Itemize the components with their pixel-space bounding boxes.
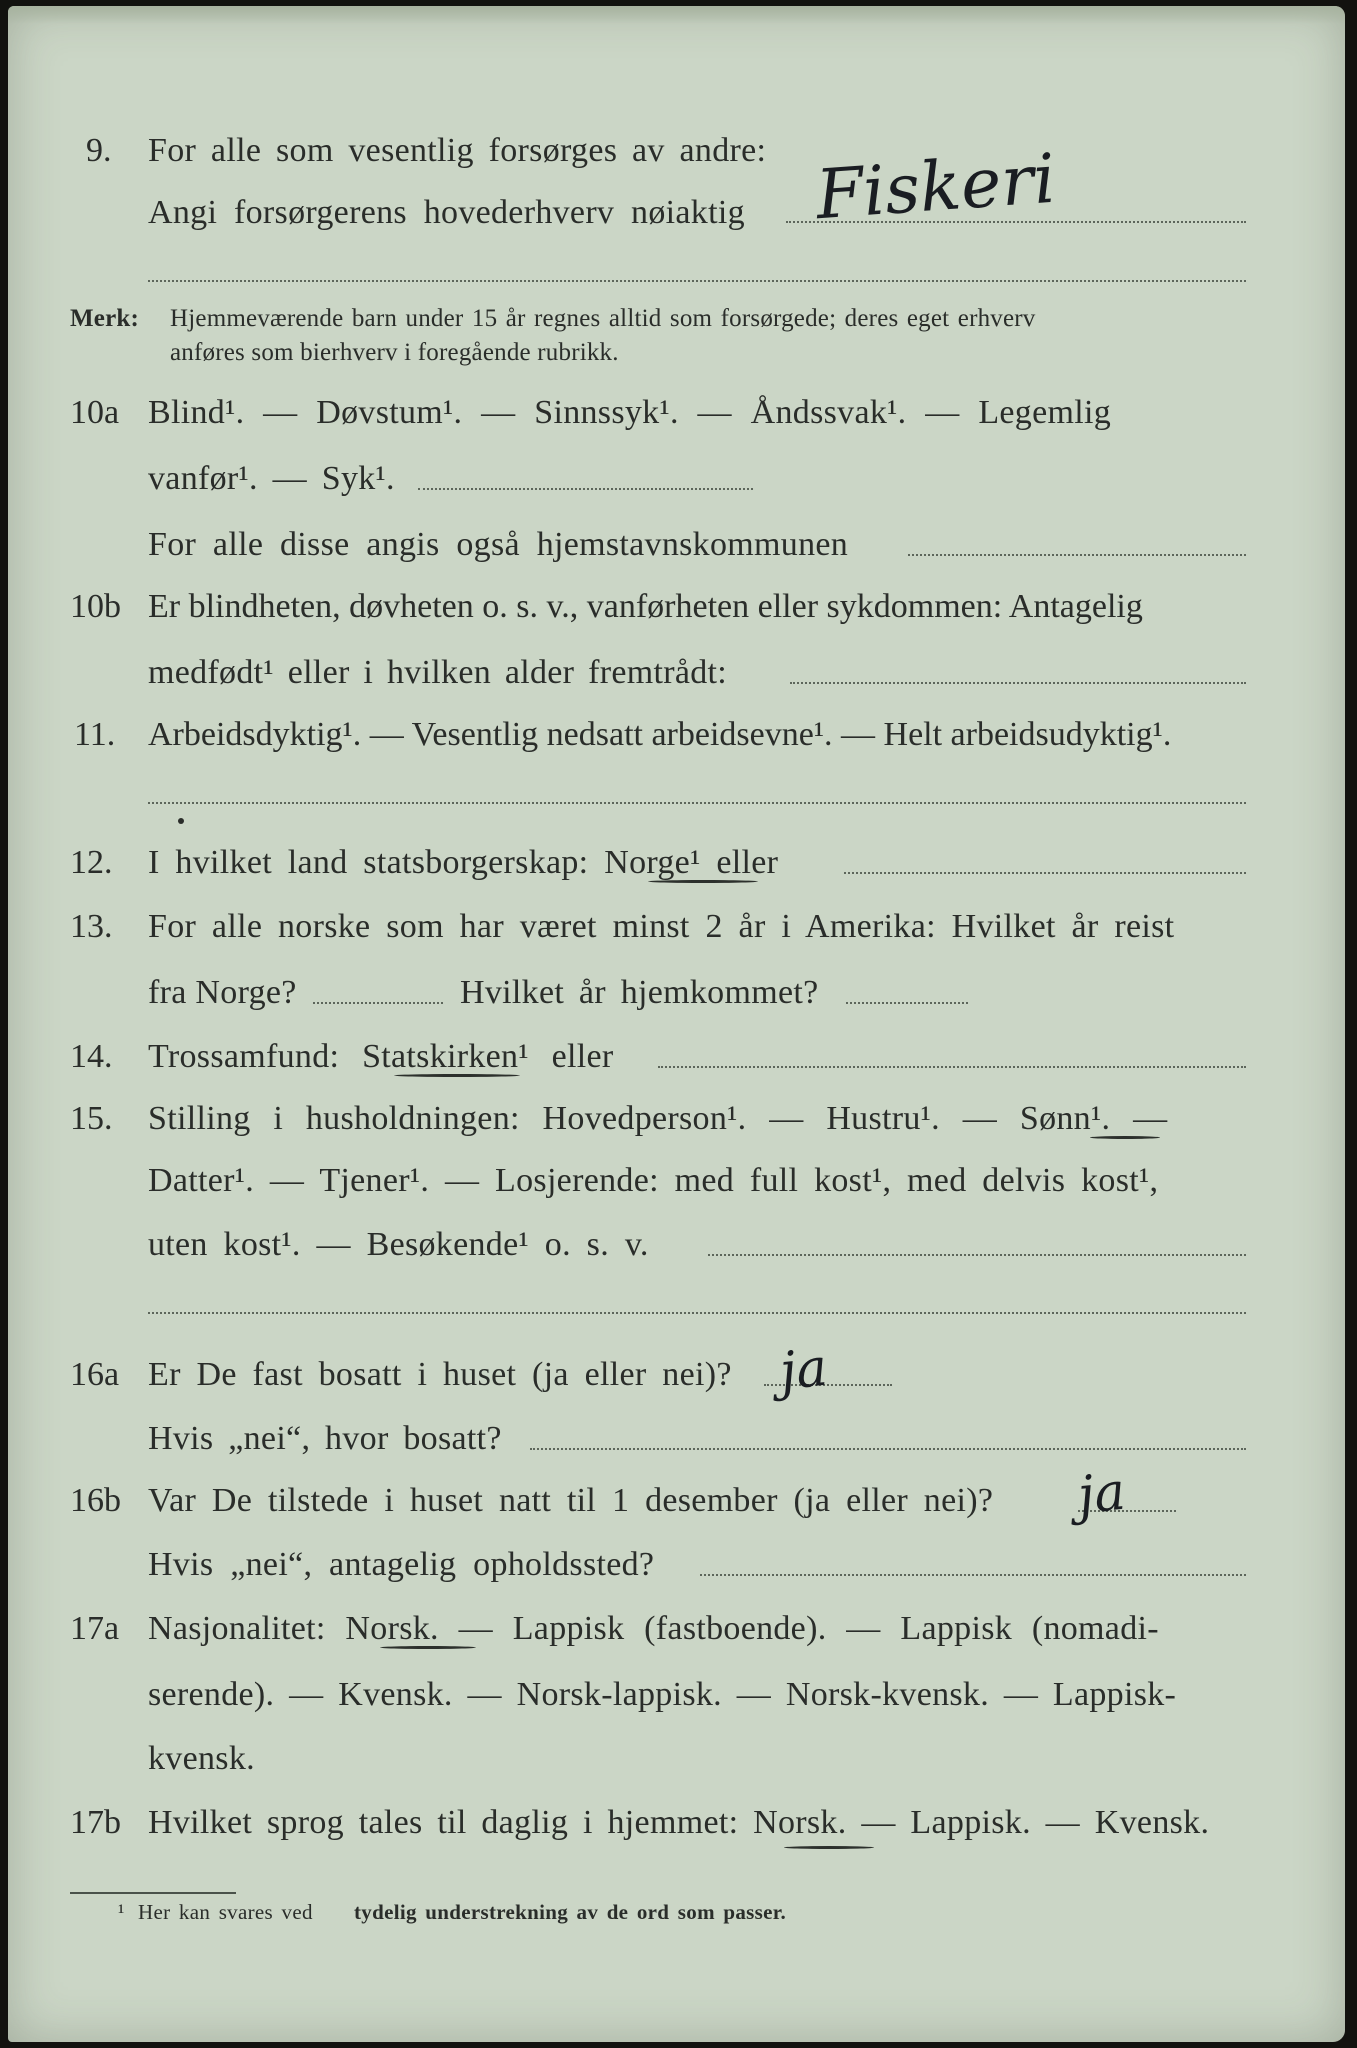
question-15-number: 15.: [70, 1100, 113, 1137]
blank-line: [148, 1312, 1246, 1314]
question-10b-number: 10b: [70, 588, 121, 625]
question-9-number: 9.: [86, 132, 112, 169]
question-16a-number: 16a: [70, 1356, 120, 1393]
answer-line: [908, 554, 1246, 556]
question-10a-number: 10a: [70, 394, 120, 431]
question-17a-number: 17a: [70, 1610, 120, 1647]
question-10b-text: Er blindheten, døvheten o. s. v., vanførheten eller sykdommen: Antagelig: [148, 588, 1143, 625]
handwritten-occupation-answer: Fiskeri: [813, 139, 1058, 236]
question-16a-text-line2: Hvis „nei“, hvor bosatt?: [148, 1420, 502, 1457]
handwritten-answer-ja: ja: [1074, 1461, 1129, 1527]
ink-dot: [178, 818, 184, 824]
underline-mark-sonn: [1090, 1136, 1160, 1139]
question-17b-number: 17b: [70, 1804, 121, 1841]
question-10b-text-line2: medfødt¹ eller i hvilken alder fremtrådt:: [148, 654, 728, 691]
question-16b-number: 16b: [70, 1482, 121, 1519]
answer-line: [846, 1002, 968, 1004]
question-12-number: 12.: [70, 844, 113, 881]
answer-line: [530, 1448, 1246, 1450]
answer-line: [700, 1574, 1246, 1576]
underline-mark-statskirken: [394, 1074, 520, 1077]
question-10a-text: Blind¹. — Døvstum¹. — Sinnssyk¹. — Åndssvak¹. — Legemlig: [148, 394, 1112, 431]
question-15-text-line3: uten kost¹. — Besøkende¹ o. s. v.: [148, 1226, 649, 1263]
blank-line: [148, 802, 1246, 804]
underline-mark-norsk-language: [784, 1846, 874, 1849]
answer-line: [658, 1066, 1246, 1068]
question-17a-text-line3: kvensk.: [148, 1740, 255, 1777]
question-12-text: I hvilket land statsborgerskap: Norge¹ eller: [148, 844, 779, 881]
footnote-marker: ¹: [118, 1900, 125, 1924]
question-14-text: Trossamfund: Statskirken¹ eller: [148, 1038, 614, 1075]
census-form-page: [8, 6, 1345, 2042]
question-9-text-line2: Angi forsørgerens hovederhverv nøiaktig: [148, 194, 745, 231]
question-16a-text: Er De fast bosatt i huset (ja eller nei)?: [148, 1356, 732, 1393]
question-15-text: Stilling i husholdningen: Hovedperson¹. — Hustru¹. — Sønn¹. —: [148, 1100, 1168, 1137]
answer-line: [418, 488, 753, 490]
question-17b-text: Hvilket sprog tales til daglig i hjemmet: Norsk. — Lappisk. — Kvensk.: [148, 1804, 1210, 1841]
footnote-rule: [70, 1892, 236, 1894]
question-10a-text-line3: For alle disse angis også hjemstavnskommunen: [148, 526, 849, 563]
question-13-number: 13.: [70, 908, 113, 945]
question-13-text-line2a: fra Norge?: [148, 974, 297, 1011]
question-13-text: For alle norske som har været minst 2 år i Amerika: Hvilket år reist: [148, 908, 1175, 945]
answer-line: [708, 1254, 1246, 1256]
question-17a-text-line2: serende). — Kvensk. — Norsk-lappisk. — Norsk-kvensk. — Lappisk-: [148, 1676, 1177, 1713]
note-text-line2: anføres som bierhverv i foregående rubrikk.: [170, 339, 619, 366]
handwritten-answer-ja: ja: [776, 1337, 831, 1403]
question-11-text: Arbeidsdyktig¹. — Vesentlig nedsatt arbeidsevne¹. — Helt arbeidsudyktig¹.: [148, 716, 1172, 753]
underline-mark-norge: [648, 880, 758, 883]
footnote-text-bold: tydelig understrekning av de ord som passer.: [354, 1900, 786, 1924]
question-10a-text-line2: vanfør¹. — Syk¹.: [148, 460, 395, 497]
question-9-text: For alle som vesentlig forsørges av andre:: [148, 132, 767, 169]
footnote-text: Her kan svares ved: [138, 1900, 313, 1924]
answer-line: [313, 1002, 443, 1004]
question-14-number: 14.: [70, 1038, 113, 1075]
answer-line: [844, 872, 1246, 874]
answer-line: [790, 682, 1246, 684]
blank-line: [148, 280, 1246, 282]
question-11-number: 11.: [74, 716, 116, 753]
question-16b-text: Var De tilstede i huset natt til 1 desember (ja eller nei)?: [148, 1482, 994, 1519]
note-label: Merk:: [70, 305, 140, 332]
note-text: Hjemmeværende barn under 15 år regnes alltid som forsørgede; deres eget erhverv: [170, 305, 1036, 332]
question-16b-text-line2: Hvis „nei“, antagelig opholdssted?: [148, 1546, 655, 1583]
question-15-text-line2: Datter¹. — Tjener¹. — Losjerende: med full kost¹, med delvis kost¹,: [148, 1162, 1159, 1199]
question-17a-text: Nasjonalitet: Norsk. — Lappisk (fastboende). — Lappisk (nomadi-: [148, 1610, 1159, 1647]
underline-mark-norsk: [380, 1646, 476, 1649]
question-13-text-line2b: Hvilket år hjemkommet?: [460, 974, 819, 1011]
